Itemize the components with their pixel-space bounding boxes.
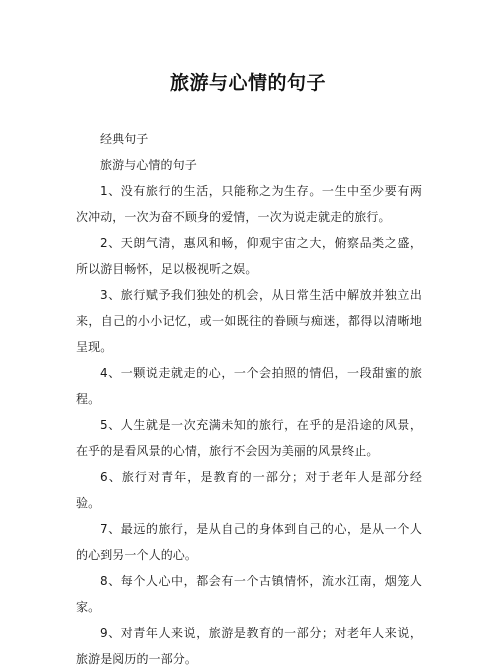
paragraph-8: 8、每个人心中，都会有一个古镇情怀，流水江南，烟笼人家。 [76,574,422,614]
document-body [76,126,422,672]
paragraph-9: 9、对青年人来说，旅游是教育的一部分；对老年人来说，旅游是阅历的一部分。 [76,626,422,666]
paragraph-7: 7、最远的旅行，是从自己的身体到自己的心，是从一个人的心到另一个人的心。 [76,522,422,562]
paragraph-1: 1、没有旅行的生活，只能称之为生存。一生中至少要有两次冲动，一次为奋不顾身的爱情，一次为说走就走的旅行。 [76,184,422,224]
section-heading: 经典句子 [100,132,149,146]
paragraph-6: 6、旅行对青年，是教育的一部分；对于老年人是部分经验。 [76,470,422,510]
document-title: 旅游与心情的句子 [169,72,326,94]
paragraph-2: 2、天朗气清，惠风和畅，仰观宇宙之大，俯察品类之盛，所以游目畅怀，足以极视听之娱。 [76,236,422,276]
subheading: 旅游与心情的句子 [100,158,197,172]
paragraph-3: 3、旅行赋予我们独处的机会，从日常生活中解放并独立出来，自己的小小记忆，或一如既往的眷顾与痴迷，都得以清晰地呈现。 [76,288,422,354]
paragraph-5: 5、人生就是一次充满未知的旅行，在乎的是沿途的风景，在乎的是看风景的心情，旅行不会因为美丽的风景终止。 [76,418,422,458]
paragraph-4: 4、一颗说走就走的心，一个会拍照的情侣，一段甜蜜的旅程。 [76,366,422,406]
